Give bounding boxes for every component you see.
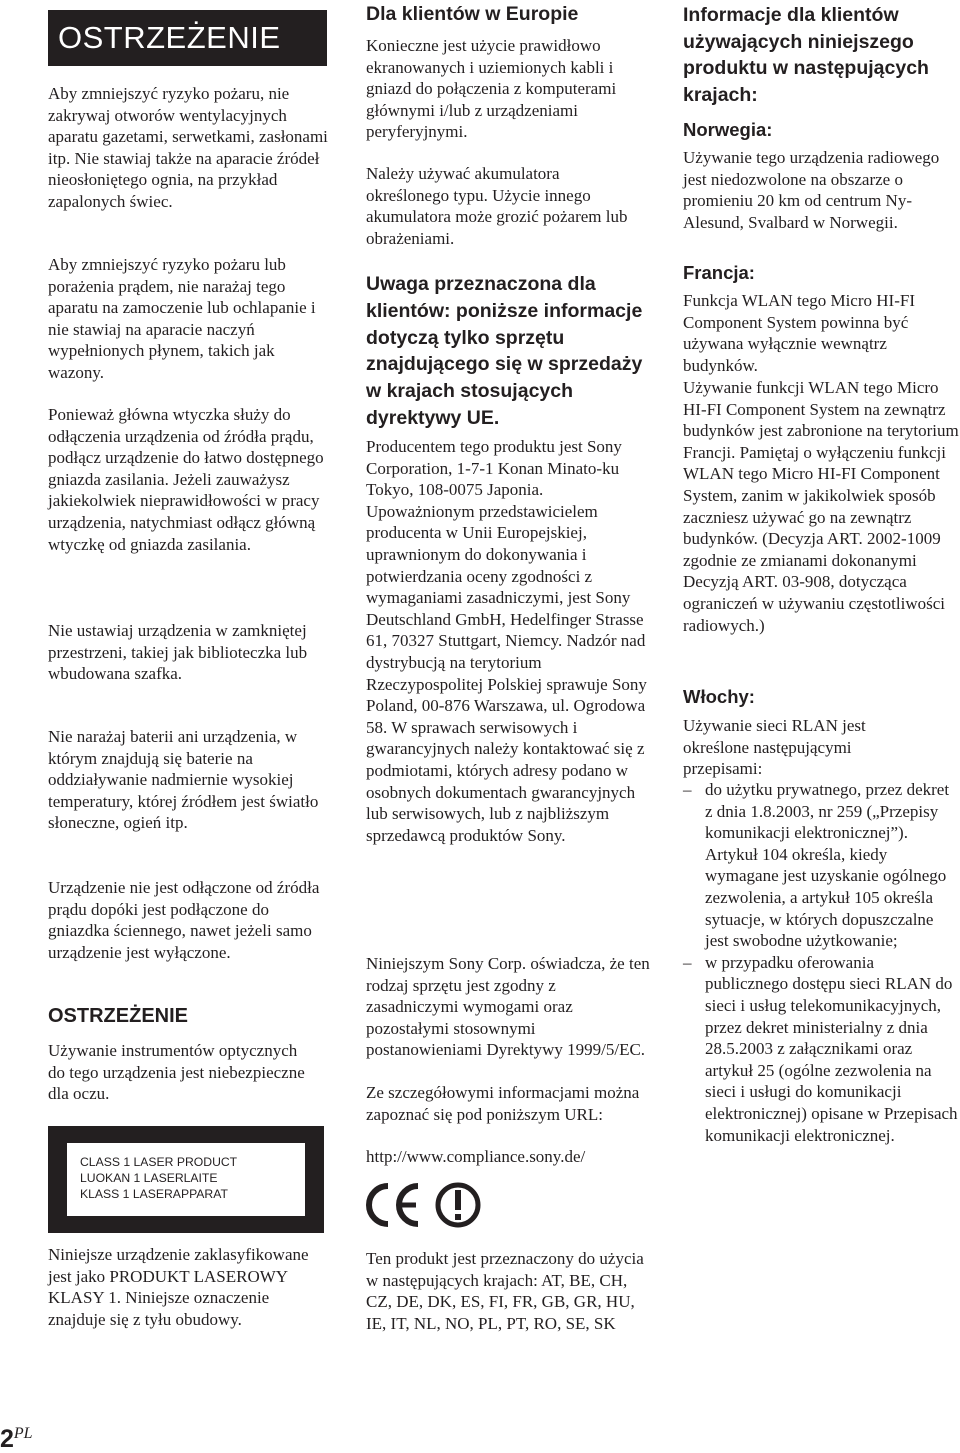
laser-line: LUOKAN 1 LASERLAITE bbox=[80, 1171, 218, 1185]
italy-regulation-list bbox=[683, 779, 960, 1146]
alert-icon bbox=[438, 1185, 478, 1225]
section-heading: Informacje dla klientów używających niniejszego produktu w następujących krajach: bbox=[683, 4, 929, 106]
section-heading: OSTRZEŻENIE bbox=[48, 1005, 189, 1027]
list-item bbox=[683, 952, 960, 1146]
laser-class-label bbox=[48, 1126, 324, 1233]
paragraph: Funkcja WLAN tego Micro HI-FI Component System powinna być używana wyłącznie wewnątrz budynków. bbox=[683, 291, 915, 375]
list-item-text: do użytku prywatnego, przez dekret z dnia 1.8.2003, nr 259 („Przepisy komunikacji elektronicznej”). Artykuł 104 określa, kiedy wymagane jest uzyskanie ogólnego zezwolenia, a artykuł 105 określa sytuacje, w których dopuszczalne jest swobodne użytkowanie; bbox=[705, 780, 950, 951]
paragraph: Należy używać akumulatora określonego typu. Użycie innego akumulatora może grozić pożarem lub obrażeniami. bbox=[366, 164, 628, 248]
country-heading: Francja: bbox=[683, 262, 755, 283]
page-number-digit: 2 bbox=[0, 1425, 14, 1453]
paragraph: Nie narażaj baterii ani urządzenia, w którym znajdują się baterie na oddziaływanie nadmiernie wysokiej temperatury, której źródłem jest światło słoneczne, ogień itp. bbox=[48, 727, 319, 833]
country-heading: Norwegia: bbox=[683, 119, 773, 140]
paragraph: Niniejszym Sony Corp. oświadcza, że ten rodzaj sprzętu jest zgodny z zasadniczymi wymogami oraz pozostałymi stosownymi postanowieniami Dyrektywy 1999/5/EC. bbox=[366, 954, 650, 1060]
section-heading: Dla klientów w Europie bbox=[366, 3, 579, 25]
paragraph: Ze szczegółowymi informacjami można zapoznać się pod poniższym URL: bbox=[366, 1083, 640, 1124]
page-number-suffix: PL bbox=[13, 1425, 33, 1442]
paragraph: Ponieważ główna wtyczka służy do odłączenia urządzenia od źródła prądu, podłącz urządzenie do łatwo dostępnego gniazda zasilania. Jeżeli zauważysz jakiekolwiek nieprawidłowości w pracy urządzenia, natychmiast odłącz główną wtyczkę od gniazda zasilania. bbox=[48, 405, 324, 554]
paragraph: Niniejsze urządzenie zaklasyfikowane jest jako PRODUKT LASEROWY KLASY 1. Niniejsze oznaczenie znajduje się z tyłu obudowy. bbox=[48, 1245, 309, 1329]
paragraph: Urządzenie nie jest odłączone od źródła prądu dopóki jest podłączone do gniazdka ściennego, nawet jeżeli samo urządzenie jest wyłączone. bbox=[48, 878, 320, 962]
compliance-url: http://www.compliance.sony.de/ bbox=[366, 1147, 586, 1166]
page-number bbox=[0, 1420, 33, 1453]
list-item-text: w przypadku oferowania publicznego dostępu sieci RLAN do sieci i usług telekomunikacyjnych, przez dekret ministerialny z dnia 28.5.2003 z załącznikami oraz artykuł 25 (ogólne zezwolenia na sieci i usługi do komunikacji elektronicznej) opisane w Przepisach komunikacji elektronicznej. bbox=[705, 952, 958, 1145]
paragraph: Konieczne jest użycie prawidłowo ekranowanych i uziemionych kabli i gniazd do połączenia z komputerami głównymi i/lub z urządzeniami peryferyjnymi. bbox=[366, 36, 617, 142]
paragraph: Używanie instrumentów optycznych do tego urządzenia jest niebezpieczne dla oczu. bbox=[48, 1041, 305, 1104]
paragraph: Używanie sieci RLAN jest określone następującymi przepisami: bbox=[683, 716, 866, 779]
section-heading: Uwaga przeznaczona dla klientów: poniższe informacje dotyczą tylko sprzętu znajdującego się w sprzedaży w krajach stosujących dyrektywy UE. bbox=[366, 273, 643, 429]
ce-alert-mark bbox=[366, 1180, 486, 1230]
list-item bbox=[683, 779, 960, 952]
paragraph: Używanie tego urządzenia radiowego jest niedozwolone na obszarze o promieniu 20 km od centrum Ny-Alesund, Svalbard w Norwegii. bbox=[683, 148, 940, 232]
warning-title-bar: OSTRZEŻENIE bbox=[48, 10, 327, 66]
paragraph: Nie ustawiaj urządzenia w zamkniętej przestrzeni, takiej jak biblioteczka lub wbudowana szafka. bbox=[48, 621, 308, 684]
paragraph: Ten produkt jest przeznaczony do użycia w następujących krajach: AT, BE, CH, CZ, DE, DK, ES, FI, FR, GB, GR, HU, IE, IT, NL, NO, PL, PT, RO, SE, SK bbox=[366, 1249, 644, 1333]
laser-line: KLASS 1 LASERAPPARAT bbox=[80, 1187, 228, 1201]
paragraph: Aby zmniejszyć ryzyko pożaru lub porażenia prądem, nie narażaj tego aparatu na zamoczenie lub ochlapanie i nie stawiaj na aparacie naczyń wypełnionych płynem, takich jak wazony. bbox=[48, 255, 316, 382]
paragraph: Aby zmniejszyć ryzyko pożaru, nie zakrywaj otworów wentylacyjnych aparatu gazetami, serwetkami, zasłonami itp. Nie stawiaj także na aparacie źródeł nieosłoniętego ognia, na przykład zapalonych świec. bbox=[48, 84, 328, 211]
ce-icon bbox=[369, 1186, 418, 1224]
list-dash: – bbox=[683, 952, 692, 972]
country-heading: Włochy: bbox=[683, 686, 755, 707]
laser-label-text-box bbox=[67, 1143, 305, 1216]
paragraph: Producentem tego produktu jest Sony Corporation, 1-7-1 Konan Minato-ku Tokyo, 108-0075 Japonia. Upoważnionym przedstawicielem producenta w Unii Europejskiej, uprawnionym do dokonywania i potwierdzania oceny zgodności z wymaganiami zasadniczymi, jest Sony Deutschland GmbH, Hedelfinger Strasse 61, 70327 Stuttgart, Niemcy. Nadzór nad dystrybucją na terytorium Rzeczypospolitej Polskiej sprawuje Sony Poland, 00-876 Warszawa, ul. Ogrodowa 58. W sprawach serwisowych i gwarancyjnych należy kontaktować się z podmiotami, których adresy podano w osobnych dokumentach gwarancyjnych lub serwisowych, lub z najbliższym sprzedawcą produktów Sony. bbox=[366, 437, 647, 845]
paragraph: Używanie funkcji WLAN tego Micro HI-FI Component System na zewnątrz budynków jest zabronione na terytorium Francji. Pamiętaj o wyłączeniu funkcji WLAN tego Micro HI-FI Component System, zanim w jakikolwiek sposób zaczniesz używać go na zewnątrz budynków. (Decyzja ART. 2002-1009 zgodnie ze zmianami dokonanymi Decyzją ART. 03-908, dotycząca ograniczeń w używaniu częstotliwości radiowych.) bbox=[683, 378, 959, 635]
list-dash: – bbox=[683, 780, 692, 799]
laser-line: CLASS 1 LASER PRODUCT bbox=[80, 1155, 238, 1169]
